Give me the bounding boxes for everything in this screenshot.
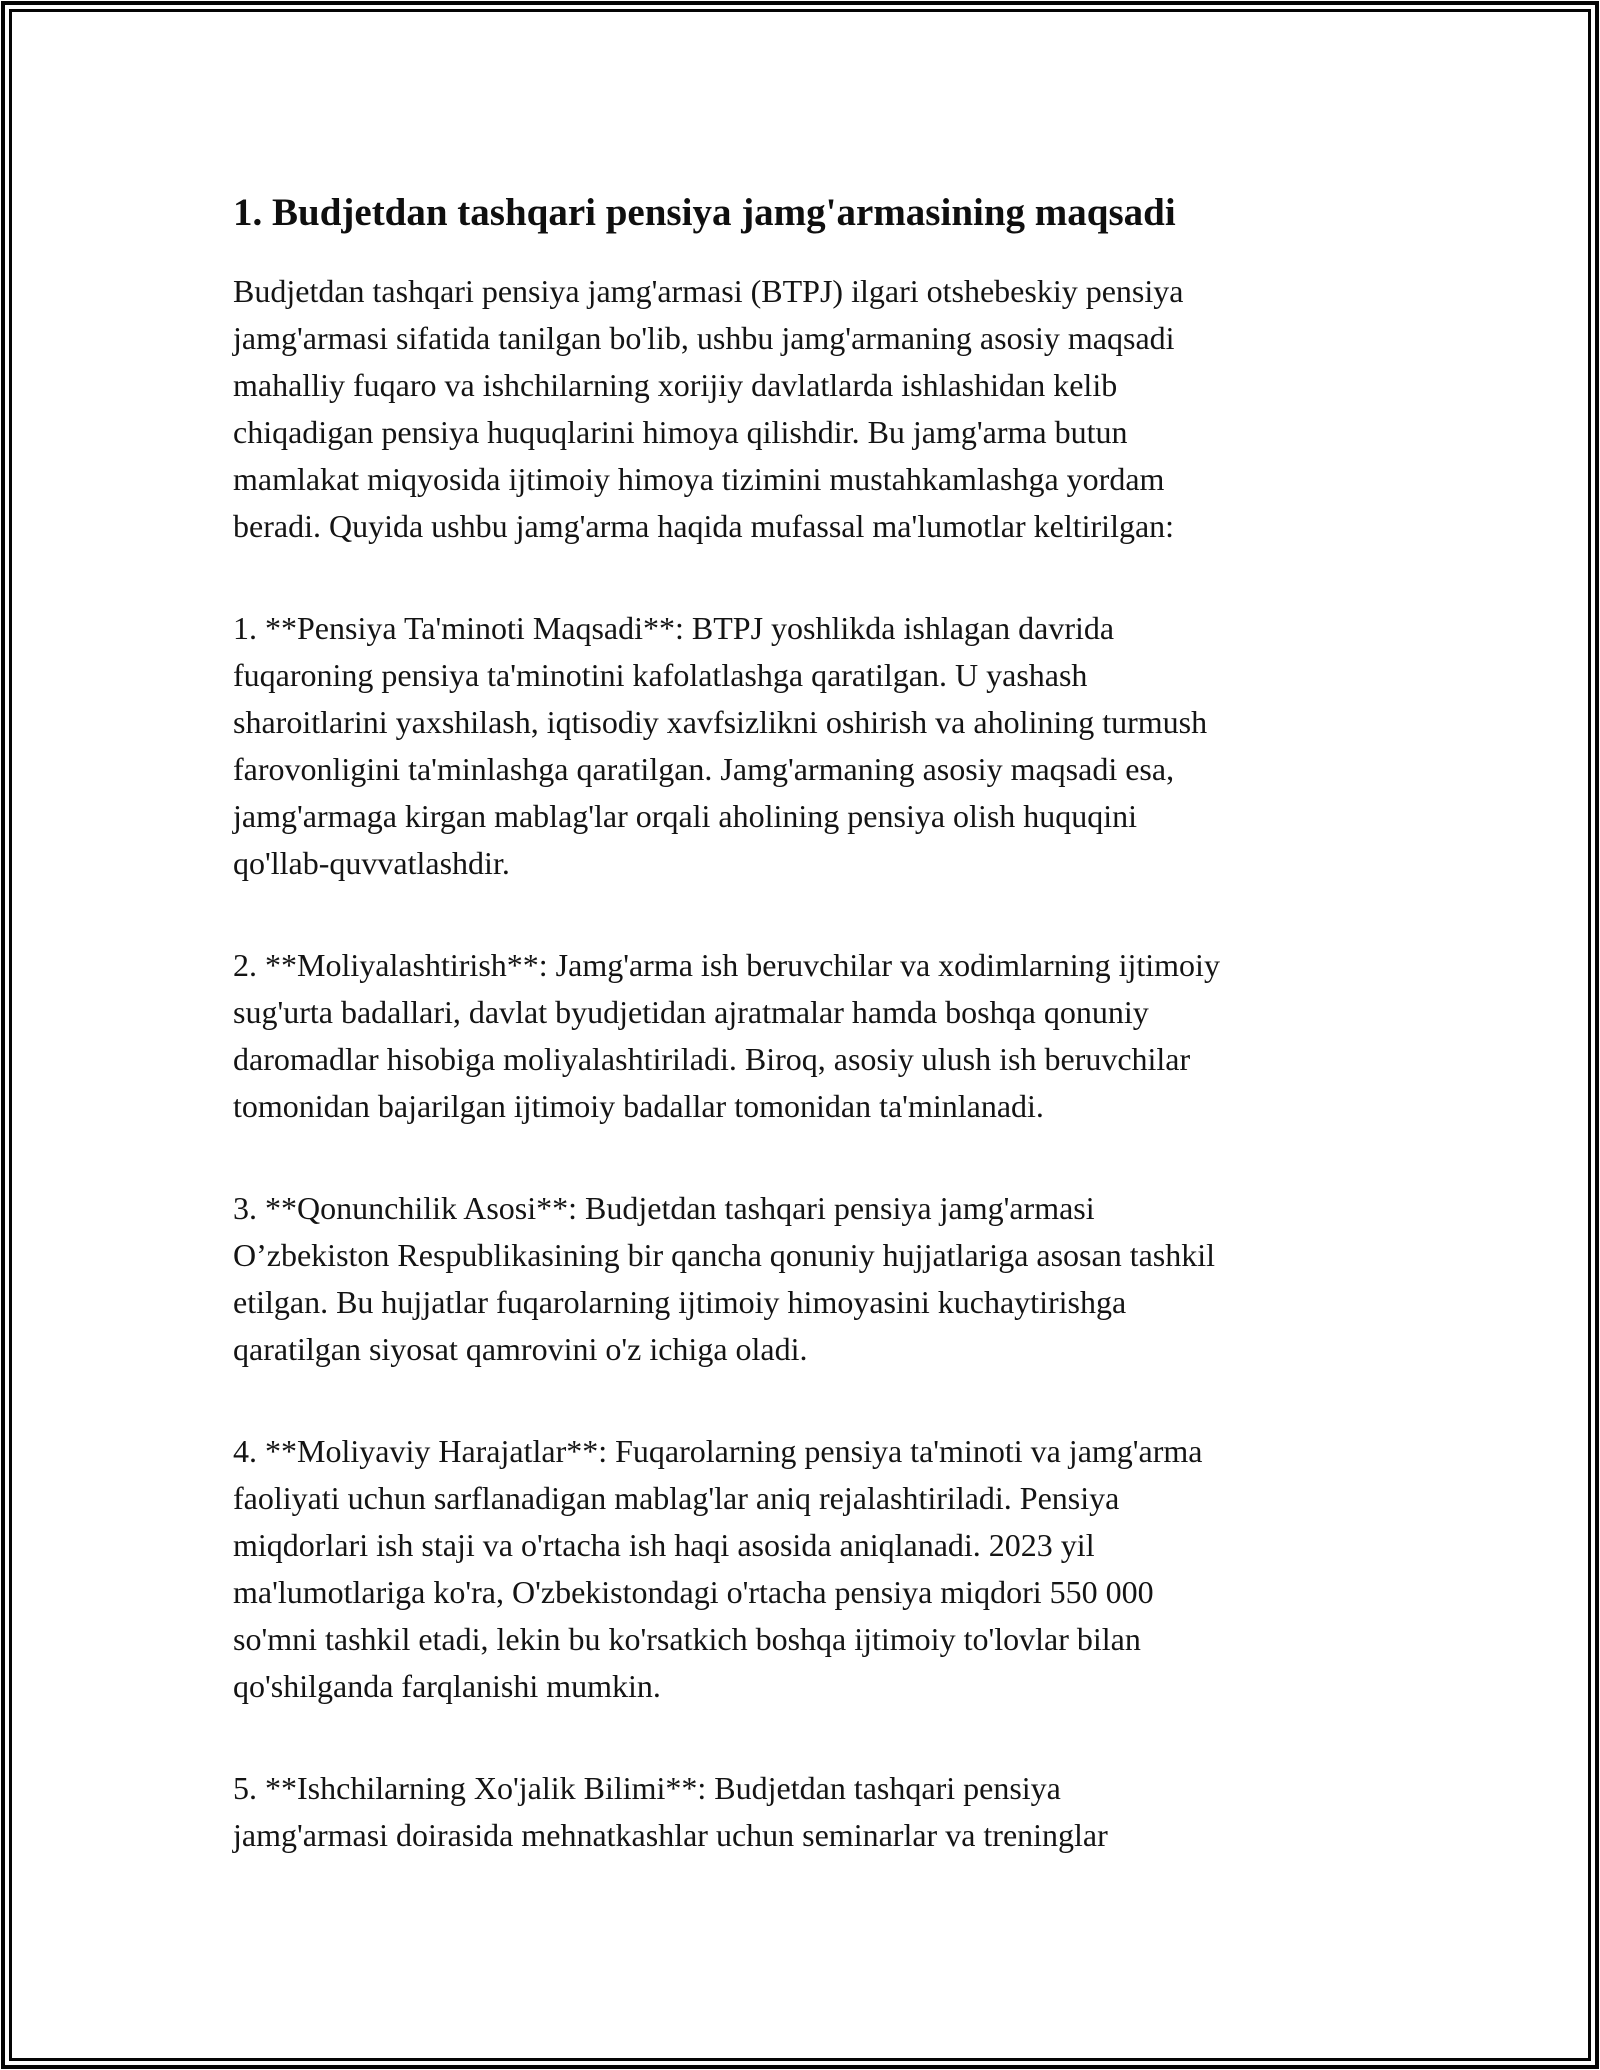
paragraph: 4. **Moliyaviy Harajatlar**: Fuqarolarning pensiya ta'minoti va jamg'arma faoliyati uchun sarflanadigan mablag'lar aniq rejalashtiriladi. Pensiya miqdorlari ish staji va o'rtacha ish haqi asosida aniqlanadi. 2023 yil ma'lumotlariga ko'ra, O'zbekistondagi o'rtacha pensiya miqdori 550 000 so'mni tashkil etadi, lekin bu ko'rsatkich boshqa ijtimoiy to'lovlar bilan qo'shilganda farqlanishi mumkin. [233, 1433, 1203, 1704]
document-content [233, 188, 1363, 1859]
paragraph: 2. **Moliyalashtirish**: Jamg'arma ish beruvchilar va xodimlarning ijtimoiy sug'urta badallari, davlat byudjetidan ajratmalar hamda boshqa qonuniy daromadlar hisobiga moliyalashtiriladi. Biroq, asosiy ulush ish beruvchilar tomonidan bajarilgan ijtimoiy badallar tomonidan ta'minlanadi. [233, 947, 1220, 1124]
paragraph: 3. **Qonunchilik Asosi**: Budjetdan tashqari pensiya jamg'armasi O’zbekiston Respublikasining bir qancha qonuniy hujjatlariga asosan tashkil etilgan. Bu hujjatlar fuqarolarning ijtimoiy himoyasini kuchaytirishga qaratilgan siyosat qamrovini o'z ichiga oladi. [233, 1190, 1216, 1367]
paragraph: 5. **Ishchilarning Xo'jalik Bilimi**: Budjetdan tashqari pensiya jamg'armasi doirasida mehnatkashlar uchun seminarlar va treninglar [233, 1770, 1108, 1853]
paragraph: Budjetdan tashqari pensiya jamg'armasi (BTPJ) ilgari otshebeskiy pensiya jamg'armasi sifatida tanilgan bo'lib, ushbu jamg'armaning asosiy maqsadi mahalliy fuqaro va ishchilarning xorijiy davlatlarda ishlashidan kelib chiqadigan pensiya huquqlarini himoya qilishdir. Bu jamg'arma butun mamlakat miqyosida ijtimoiy himoya tizimini mustahkamlashga yordam beradi. Quyida ushbu jamg'arma haqida mufassal ma'lumotlar keltirilgan: [233, 273, 1184, 544]
page-title: 1. Budjetdan tashqari pensiya jamg'armasining maqsadi [233, 191, 1176, 234]
document-body [233, 268, 1363, 1859]
paragraph: 1. **Pensiya Ta'minoti Maqsadi**: BTPJ yoshlikda ishlagan davrida fuqaroning pensiya ta'minotini kafolatlashga qaratilgan. U yashash sharoitlarini yaxshilash, iqtisodiy xavfsizlikni oshirish va aholining turmush farovonligini ta'minlashga qaratilgan. Jamg'armaning asosiy maqsadi esa, jamg'armaga kirgan mablag'lar orqali aholining pensiya olish huquqini qo'llab-quvvatlashdir. [233, 610, 1208, 881]
